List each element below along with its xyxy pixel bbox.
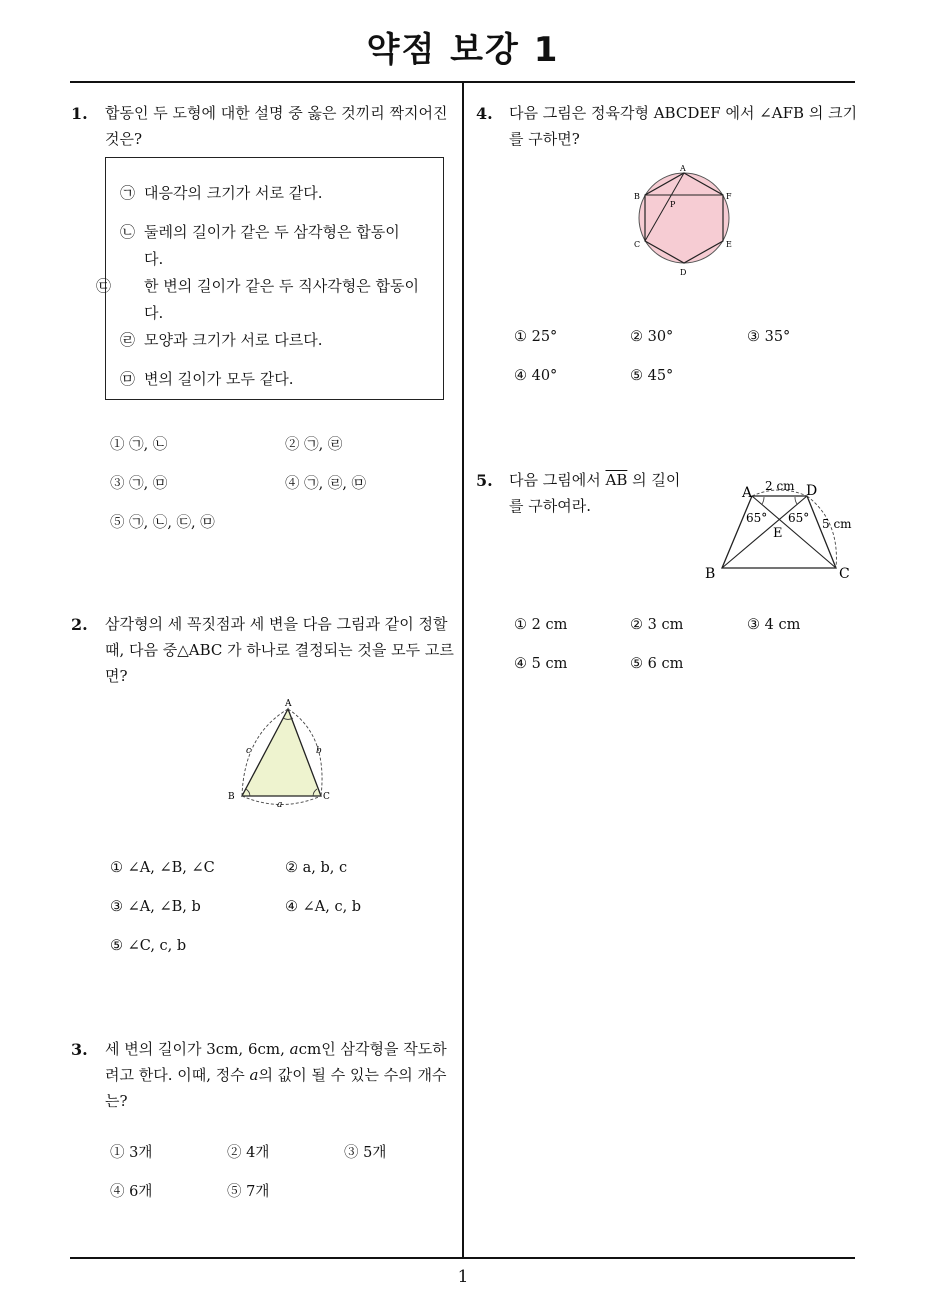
column-divider [462, 81, 464, 1258]
q2-triangle-figure [220, 695, 345, 810]
q5-number: 5. [476, 471, 493, 490]
q1-option-2[interactable]: ② ㉠, ㉣ [285, 437, 343, 453]
q2-option-3[interactable]: ③ ∠A, ∠B, b [110, 899, 201, 915]
q2-label-C: C [323, 792, 330, 802]
q2-option-2[interactable]: ② a, b, c [285, 860, 348, 876]
q4-number: 4. [476, 104, 493, 123]
q5-option-4[interactable]: ④ 5 cm [514, 656, 568, 672]
q2-label-A: A [285, 699, 292, 709]
q5-option-2[interactable]: ② 3 cm [630, 617, 684, 633]
q2-option-5[interactable]: ⑤ ∠C, c, b [110, 938, 187, 954]
q5-option-5[interactable]: ⑤ 6 cm [630, 656, 684, 672]
q2-label-c: c [246, 746, 252, 756]
page-number: 1 [457, 1267, 469, 1287]
q4-label-D: D [680, 268, 687, 277]
q1-statement-box [96, 157, 444, 400]
bottom-rule [70, 1257, 855, 1259]
page-title: 약점 보강 1 [366, 30, 560, 70]
q2-option-1[interactable]: ① ∠A, ∠B, ∠C [110, 860, 215, 876]
q3-number: 3. [71, 1040, 88, 1059]
q5-label-angle-2: 65° [788, 511, 810, 525]
q2-label-a: a [277, 800, 283, 810]
q3-option-2[interactable]: ② 4개 [227, 1145, 270, 1161]
q2-number: 2. [71, 615, 88, 634]
q4-label-C: C [634, 240, 641, 249]
q4-label-F: F [726, 192, 732, 201]
q4-label-B: B [634, 192, 640, 201]
q3-text: 세 변의 길이가 3cm, 6cm, acm인 삼각형을 작도하려고 한다. 이때, 정수 a의 값이 될 수 있는 수의 개수는? [105, 1040, 447, 1110]
q3-option-5[interactable]: ⑤ 7개 [227, 1184, 270, 1200]
q1-option-1[interactable]: ① ㉠, ㉡ [110, 437, 168, 453]
q4-text: 다음 그림은 정육각형 ABCDEF 에서 ∠AFB 의 크기를 구하면? [509, 104, 858, 148]
q5-option-1[interactable]: ① 2 cm [514, 617, 568, 633]
q5-label-side-length: 5 cm [822, 517, 852, 531]
q4-option-5[interactable]: ⑤ 45° [630, 368, 674, 384]
q5-label-B: B [705, 566, 716, 582]
q1-text: 합동인 두 도형에 대한 설명 중 옳은 것끼리 짝지어진 것은? [105, 104, 448, 148]
q5-label-angle-1: 65° [746, 511, 768, 525]
q1-statement: ㉣ 모양과 크기가 서로 다르다. [120, 331, 323, 349]
q5-label-E: E [773, 526, 783, 541]
q2-text: 삼각형의 세 꼭짓점과 세 변을 다음 그림과 같이 정할 때, 다음 중△ABC 가 하나로 결정되는 것을 모두 고르면? [105, 615, 454, 685]
q4-label-P: P [670, 200, 676, 209]
q1-statement: ㉤ 변의 길이가 모두 같다. [120, 370, 294, 388]
q4-hexagon-figure [628, 162, 740, 280]
q5-trapezoid-figure [700, 476, 860, 586]
q4-option-2[interactable]: ② 30° [630, 329, 674, 345]
q3-option-1[interactable]: ① 3개 [110, 1145, 153, 1161]
q2-option-4[interactable]: ④ ∠A, c, b [285, 899, 362, 915]
q4-option-3[interactable]: ③ 35° [747, 329, 791, 345]
q1-option-4[interactable]: ④ ㉠, ㉣, ㉤ [285, 476, 367, 492]
q4-option-1[interactable]: ① 25° [514, 329, 558, 345]
q1-option-5[interactable]: ⑤ ㉠, ㉡, ㉢, ㉤ [110, 515, 215, 531]
q1-option-3[interactable]: ③ ㉠, ㉤ [110, 476, 168, 492]
q2-label-B: B [228, 792, 235, 802]
q5-label-top-length: 2 cm [765, 479, 795, 493]
q1-number: 1. [71, 104, 88, 123]
q4-option-4[interactable]: ④ 40° [514, 368, 558, 384]
q1-statement: ㉠ 대응각의 크기가 서로 같다. [120, 184, 323, 202]
q4-label-E: E [726, 240, 732, 249]
q2-label-b: b [316, 746, 322, 756]
q1-statement: ㉢ 한 변의 길이가 같은 두 직사각형은 합동이다. [96, 277, 419, 322]
q3-option-4[interactable]: ④ 6개 [110, 1184, 153, 1200]
q5-text: 다음 그림에서 $\overline{AB}$ 의 길이를 구하여라. [509, 471, 681, 515]
q1-statement: ㉡ 둘레의 길이가 같은 두 삼각형은 합동이다. [120, 223, 400, 268]
q5-label-C: C [839, 566, 850, 582]
q5-label-A: A [742, 485, 753, 501]
q4-label-A: A [680, 164, 686, 173]
q3-option-3[interactable]: ③ 5개 [344, 1145, 387, 1161]
q5-option-3[interactable]: ③ 4 cm [747, 617, 801, 633]
q5-label-D: D [806, 483, 818, 499]
